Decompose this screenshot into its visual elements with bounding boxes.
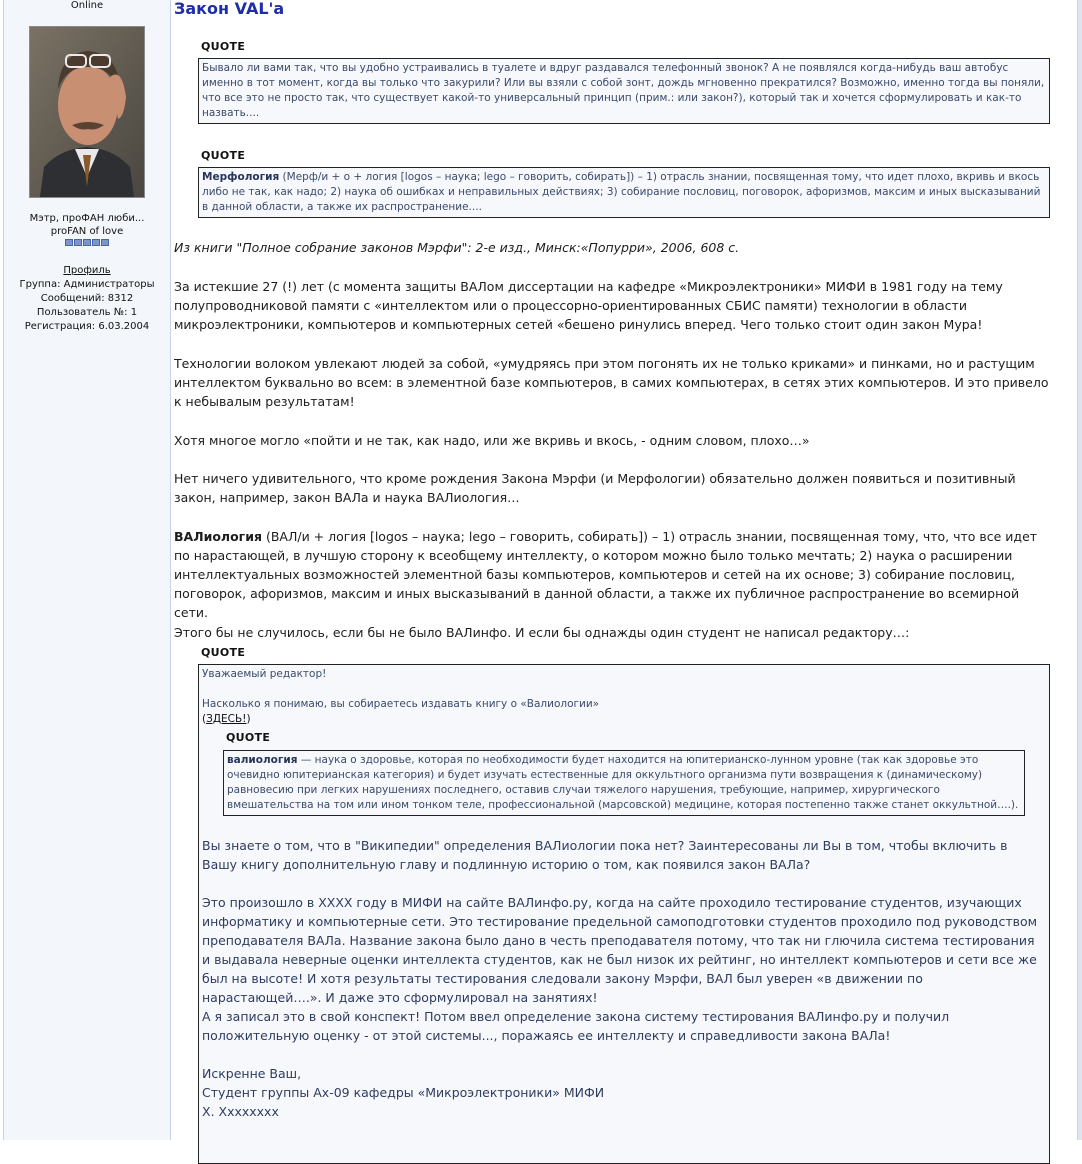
author-sidebar — [3, 0, 171, 1140]
paragraph-text: (ВАЛ/и + логия [logos – наука; lego – говорить, собирать]) – 1) отрасль знании, посвященная тому, что, что все идет по нарастающей, в лучшую сторону к всеобщему интеллекту, о котором можно было только мечтать; 2) наука о расширении интеллектуальных возможностей элементной базы компьютеров, компьютеров и сетей на их основе; 3) собирание пословиц, поговорок, афоризмов, максим и иных высказываний в данной области, а также их публичное распространение во всемирной сети. — [174, 529, 1038, 620]
quote-box — [198, 167, 1050, 218]
letter-link-line: (ЗДЕСЬ!) — [202, 713, 251, 725]
rank-pip — [83, 239, 91, 246]
letter-quote-box — [198, 664, 1050, 1164]
rank-pip — [92, 239, 100, 246]
letter-greeting: Уважаемый редактор! — [202, 668, 327, 680]
rank-pip — [101, 239, 109, 246]
letter-signature: Студент группы Ах-09 кафедры «Микроэлектроники» МИФИ — [202, 1085, 605, 1100]
letter-paragraph: Это произошло в XXXX году в МИФИ на сайте ВАЛинфо.ру, когда на сайте проходило тестирование студентов, изучающих информатику и компьютерные сети. Это тестирование предельной самоподготовки студентов проходило под руководством преподавателя ВАЛа. Название закона было дано в честь преподавателя потому, что так ни глючила система тестирования и выдавала неверные оценки интеллекта студентов, как не был низок их рейтинг, но интеллект компьютеров и сети все же был на высоте! И хотя результаты тестирования следовали закону Мэрфи, ВАЛ был уверен «в движении по нарастающей….». И даже это сформулировал на занятиях! — [202, 895, 1038, 1005]
nested-quote-label: QUOTE — [226, 731, 271, 744]
quote-label: QUOTE — [201, 646, 246, 659]
paragraph: Нет ничего удивительного, что кроме рождения Закона Мэрфи (и Мерфологии) обязательно должен появиться и позитивный закон, например, закон ВАЛа и наука ВАЛиология… — [174, 471, 1016, 505]
user-number: Пользователь №: 1 — [36, 307, 138, 318]
paragraph: Технологии волоком увлекают людей за собой, «умудряясь при этом погонять их не только криками» и пинками, но и растущим интеллектом буквально во всем: в элементной базе компьютеров, в самих компьютерах, в сетях этих компьютеров. И это привело к небывалым результатам! — [174, 356, 1049, 409]
page-edge — [1077, 0, 1082, 1140]
term-valiology: ВАЛиология — [174, 529, 262, 544]
registration-date: Регистрация: 6.03.2004 — [24, 321, 150, 332]
user-group: Группа: Администраторы — [19, 279, 155, 290]
quote-text: Бывало ли вами так, что вы удобно устраивались в туалете и вдруг раздавался телефонный звонок? А не появлялся когда-нибудь ваш автобус именно в тот момент, когда вы только что закурили? Или вы взяли с собой зонт, дождь мгновенно прекратился? Возможно, именно тогда вы поняли, что все это не просто так, что существует какой-то универсальный принцип (прим.: или закон?), который так и хочется сформулировать и как-то назвать.... — [202, 62, 1045, 119]
post-title: Закон VAL'а — [174, 0, 285, 18]
online-status: Online — [70, 0, 104, 11]
source-citation: Из книги "Полное собрание законов Мэрфи": 2-е изд., Минск:«Попурри», 2006, 608 с. — [174, 240, 740, 255]
paragraph: Хотя многое могло «пойти и не так, как надо, или же вкривь и вкось, - одним словом, плохо…» — [174, 433, 810, 448]
quote-term: Мерфология — [202, 171, 280, 183]
rank-pips — [4, 239, 170, 247]
paragraph: За истекшие 27 (!) лет (с момента защиты ВАЛом диссертации на кафедре «Микроэлектроники» МИФИ в 1981 году на тему полупроводниковой памяти с «интеллектом или о процессорно-ориентированных СБИС памяти) технологии в области микроэлектроники, компьютеров и компьютерных сетей «бешено ринулись вперед. Чего только стоит один закон Мура! — [174, 279, 1003, 332]
nested-quote-term: валиология — [227, 754, 298, 766]
rank-pip — [65, 239, 73, 246]
rank-subtitle: proFAN of love — [50, 226, 124, 237]
rank-title: Мэтр, проФАН люби... — [29, 213, 145, 224]
quote-label: QUOTE — [201, 40, 246, 53]
here-link[interactable]: ЗДЕСЬ! — [206, 713, 247, 725]
quote-text: (Мерф/и + о + логия [logos – наука; lego – говорить, собирать]) – 1) отрасль знании, посвященная тому, что идет плохо, вкривь и вкось либо не так, как надо; 2) наука об ошибках и неправильных действиях; 3) собирание пословиц, поговорок, афоризмов, максим и иных высказываний в данной области, а также их распространение.... — [202, 171, 1041, 213]
avatar[interactable] — [29, 26, 145, 198]
letter-line: Насколько я понимаю, вы собираетесь издавать книгу о «Валиологии» — [202, 698, 600, 710]
paragraph — [174, 527, 1050, 622]
rank-pip — [74, 239, 82, 246]
paragraph: Этого бы не случилось, если бы не было ВАЛинфо. И если бы однажды один студент не написал редактору…: — [174, 625, 910, 640]
quote-box — [198, 58, 1050, 124]
letter-signature: Искренне Ваш, — [202, 1066, 302, 1081]
quote-label: QUOTE — [201, 149, 246, 162]
nested-quote-box — [223, 750, 1025, 816]
nested-quote-text: — наука о здоровье, которая по необходимости будет находится на юпитерианско-лунном уровне (так как здоровье это очевидно юпитерианская категория) и будет изучать естественные для оккультного организма пути возвращения к (динамическому) равновесию при легких нарушениях последнего, оставив случаи тяжелого нарушения, требующие, например, хирургического вмешательства на том или ином тонком теле, профессиональной (марсовской) медицине, которая постепенно также станет оккультной….). — [227, 754, 1019, 811]
letter-paragraph: Вы знаете о том, что в "Википедии" определения ВАЛиологии пока нет? Заинтересованы ли Вы в том, чтобы включить в Вашу книгу дополнительную главу и подлинную историю о том, как появился закон ВАЛа? — [202, 838, 1008, 872]
post-count: Сообщений: 8312 — [40, 293, 134, 304]
letter-signature: Х. Ххххxxxx — [202, 1104, 279, 1119]
profile-link[interactable]: Профиль — [63, 265, 111, 276]
letter-paragraph: А я записал это в свой конспект! Потом ввел определение закона систему тестирования ВАЛинфо.ру и получил положительную оценку - от этой системы..., поражаясь ее интеллекту и справедливости закона ВАЛа! — [202, 1009, 950, 1043]
